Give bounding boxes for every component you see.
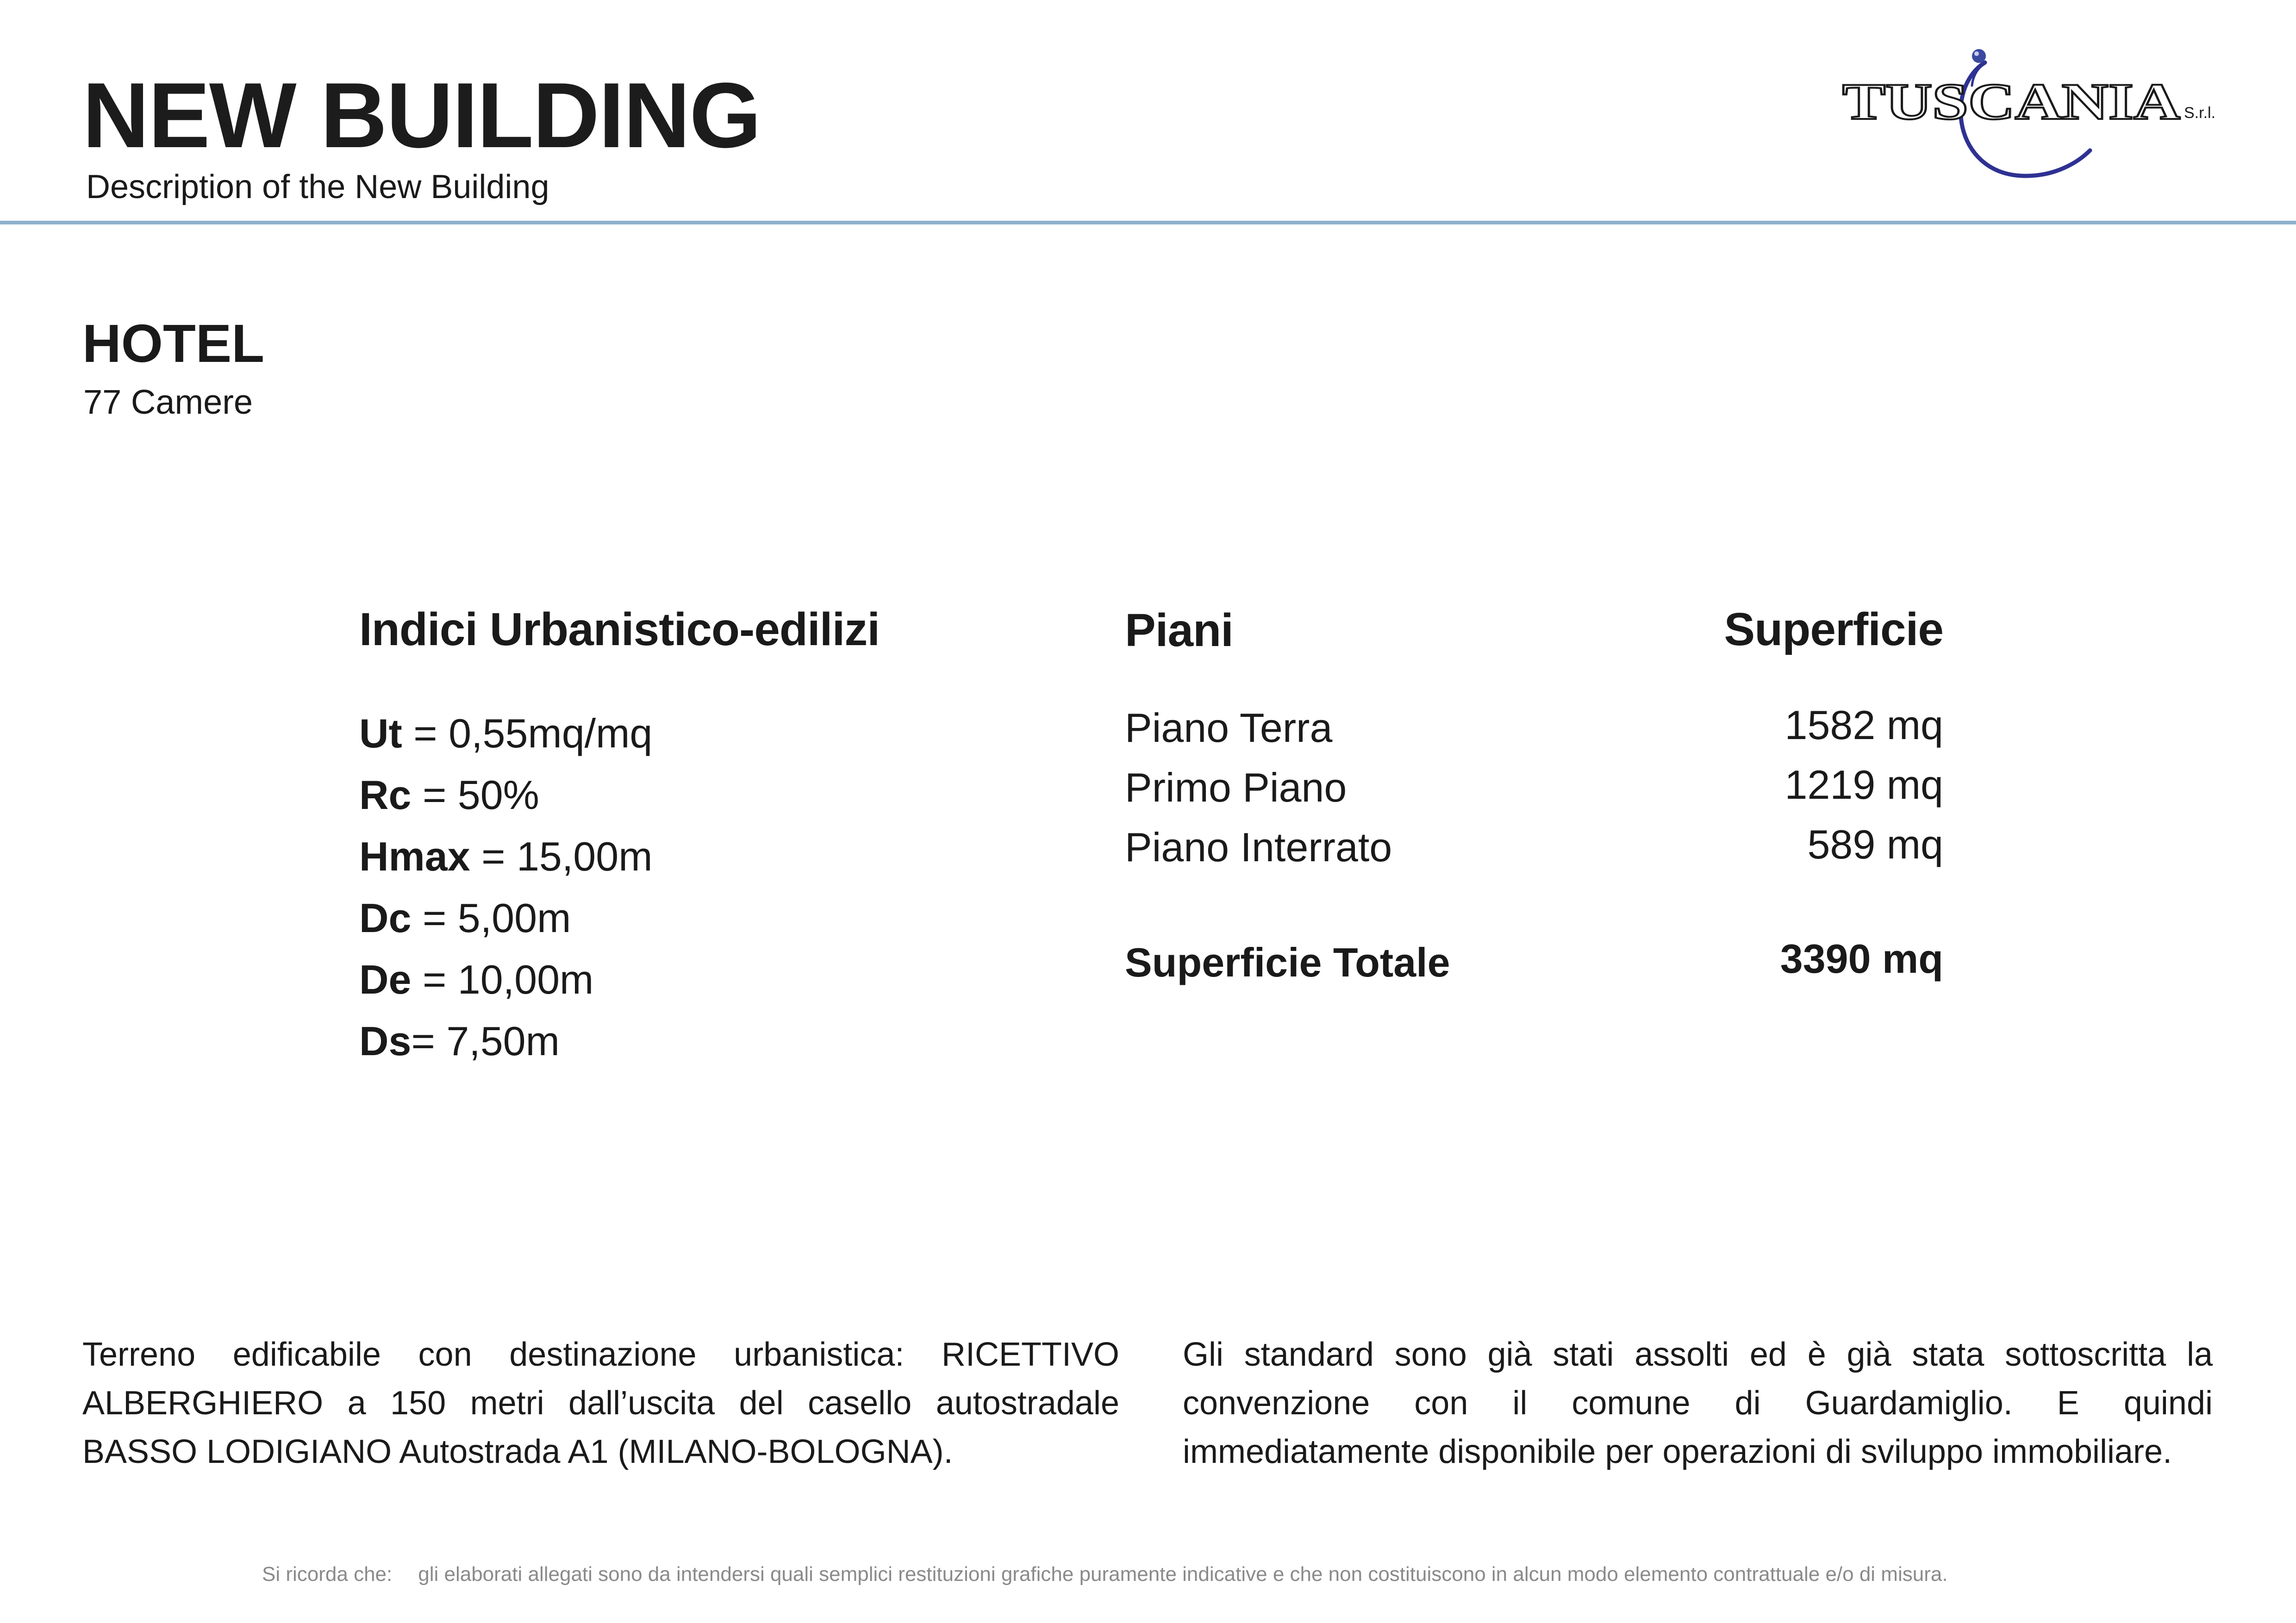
indici-item: [359, 887, 653, 949]
logo-dot: [1972, 49, 1986, 63]
logo-suffix: S.r.l.: [2184, 104, 2216, 122]
disclaimer-text: gli elaborati allegati sono da intendersi quali semplici restituzioni grafiche puramente indicative e che non costituiscono in alcun modo elemento contrattuale e/o di misura.: [418, 1563, 1948, 1586]
floor-area: 589 mq: [1807, 821, 1943, 867]
indici-item: [359, 826, 653, 887]
indici-heading: Indici Urbanistico-edilizi: [359, 603, 880, 655]
standards-paragraph: Gli standard sono già stati assolti ed è già stata sottoscritta la convenzione con il comune di Guardamiglio. E quindi immediatamente disponibile per operazioni di sviluppo immobiliare.: [1183, 1336, 2213, 1470]
indici-item: [359, 949, 653, 1010]
indici-key: Hmax: [359, 833, 470, 879]
indici-value: = 50%: [411, 772, 539, 818]
table-row: [1125, 758, 1943, 817]
location-paragraph: Terreno edificabile con destinazione urbanistica: RICETTIVO ALBERGHIERO a 150 metri dall’uscita del casello autostradale BASSO LODIGIANO Autostrada A1 (MILANO-BOLOGNA).: [82, 1336, 1119, 1470]
indici-item: [359, 703, 653, 764]
table-row: [1125, 817, 1943, 877]
section-title: HOTEL: [82, 313, 265, 373]
table-row: [1125, 698, 1943, 758]
indici-value: = 15,00m: [470, 833, 653, 879]
floor-area: 1582 mq: [1784, 702, 1943, 748]
total-label: Superficie Totale: [1125, 939, 1450, 985]
page-title: NEW BUILDING: [82, 64, 761, 167]
indici-value: = 10,00m: [411, 957, 594, 1002]
indici-value: = 0,55mq/mq: [402, 710, 653, 756]
indici-key: Ut: [359, 710, 402, 756]
indici-value: = 7,50m: [411, 1018, 560, 1064]
logo-wordmark: TUSCANIA: [1842, 73, 2181, 131]
tuscania-logo: [1838, 44, 2217, 183]
indici-key: Dc: [359, 895, 412, 941]
piani-heading: Piani: [1125, 604, 1233, 656]
indici-item: [359, 764, 653, 826]
floor-name: Piano Interrato: [1125, 824, 1392, 870]
superficie-heading: Superficie: [1724, 603, 1943, 655]
floor-area: 1219 mq: [1784, 762, 1943, 808]
indici-list: [359, 703, 653, 1072]
disclaimer-lead: Si ricorda che:: [262, 1563, 393, 1586]
page-subtitle: Description of the New Building: [86, 168, 549, 205]
indici-value: = 5,00m: [411, 895, 571, 941]
section-subtitle: 77 Camere: [83, 383, 253, 421]
indici-key: Rc: [359, 772, 412, 818]
piani-table: [1125, 698, 1943, 877]
header-divider: [0, 221, 2296, 224]
floor-name: Piano Terra: [1125, 705, 1333, 751]
indici-item: [359, 1010, 653, 1072]
disclaimer-note: [262, 1564, 1948, 1585]
indici-key: De: [359, 957, 412, 1002]
indici-key: Ds: [359, 1018, 412, 1064]
floor-name: Primo Piano: [1125, 765, 1347, 810]
total-value: 3390 mq: [1780, 936, 1943, 982]
